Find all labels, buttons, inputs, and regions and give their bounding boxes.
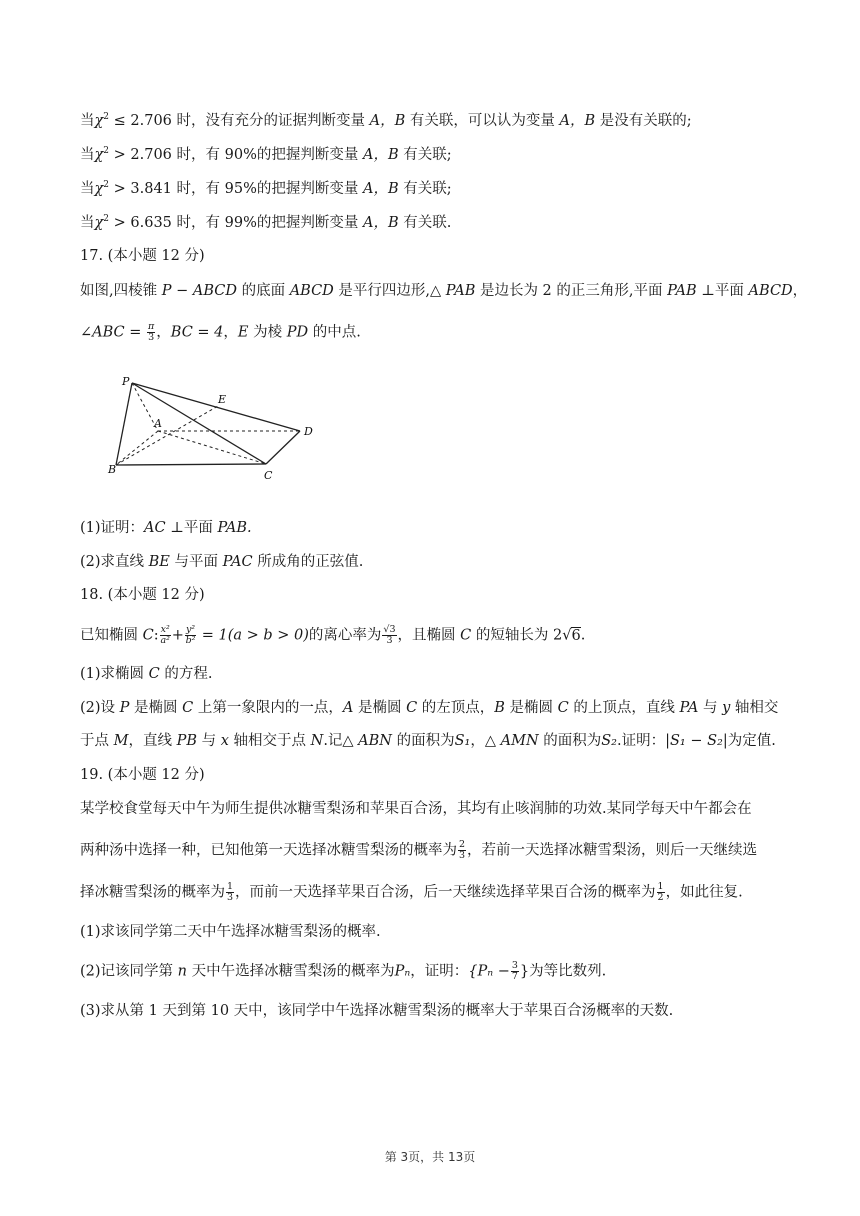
fraction-sqrt3-3: $\frac{√3}{3}$ <box>383 624 396 646</box>
text-line-1: 当$\chi^2 \le 2.706$ 时，没有充分的证据判断变量 A，B 有关联，可以认为变量 A，B 是没有关联的; <box>80 112 692 129</box>
fraction-2-3: $\frac{2}{3}$ <box>459 839 466 861</box>
page-footer: 第 3页，共 13页 <box>384 1150 476 1164</box>
edge-BE <box>116 406 218 465</box>
fraction-1-2: $\frac{1}{2}$ <box>657 881 664 903</box>
q19-part-3: (3)求从第 1 天到第 10 天中，该同学中午选择冰糖雪梨汤的概率大于苹果百合汤概率的天数. <box>80 1003 674 1019</box>
fraction-pi-3: $\frac{\pi}{3}$ <box>148 321 155 343</box>
q18-heading: 18. (本小题 12 分) <box>80 587 205 603</box>
label-D: D <box>304 425 313 438</box>
label-A: A <box>154 417 162 430</box>
q17-part-2: (2)求直线 BE 与平面 PAC 所成角的正弦值. <box>80 554 364 570</box>
text-line-4: 当$\chi^2 > 6.635$ 时，有 99%的把握判断变量 A，B 有关联. <box>80 214 452 231</box>
q17-part-1: (1)证明：AC ⊥平面 PAB. <box>80 520 252 536</box>
text-line-3: 当$\chi^2 > 3.841$ 时，有 95%的把握判断变量 A，B 有关联; <box>80 180 452 197</box>
edge-PC <box>132 383 266 464</box>
label-C: C <box>264 469 273 482</box>
label-P: P <box>122 375 130 388</box>
edge-PB <box>116 383 132 465</box>
edge-AC <box>158 431 266 464</box>
edge-BC <box>116 464 266 465</box>
q19-part-1: (1)求该同学第二天中午选择冰糖雪梨汤的概率. <box>80 924 381 940</box>
q18-part-1: (1)求椭圆 C 的方程. <box>80 666 213 682</box>
label-E: E <box>218 393 227 406</box>
q17-stem-line-2: ∠ABC = $\frac{\pi}{3}$ ，BC = 4，E 为棱 PD 的中点. <box>80 321 361 343</box>
pyramid-figure <box>104 345 324 485</box>
q18-part-2-line-2: 于点 M，直线 PB 与 x 轴相交于点 N.记△ ABN 的面积为S₁，△ AMN 的面积为S₂.证明：|S₁ − S₂|为定值. <box>80 733 776 749</box>
fraction-x2-a2: $\frac{\text{x²}}{\text{a²}}$ <box>160 624 170 646</box>
fraction-y2-b2: $\frac{\text{y²}}{\text{b²}}$ <box>185 624 196 646</box>
q19-stem-line-2: 两种汤中选择一种，已知他第一天选择冰糖雪梨汤的概率为 $\frac{2}{3}$ ，若前一天选择冰糖雪梨汤，则后一天继续选 <box>80 839 758 861</box>
q19-part-2: (2)记该同学第 n 天中午选择冰糖雪梨汤的概率为Pₙ，证明：{Pₙ − $\frac{3}{7}$ }为等比数列. <box>80 960 607 982</box>
q19-stem-line-1: 某学校食堂每天中午为师生提供冰糖雪梨汤和苹果百合汤，其均有止咳润肺的功效.某同学每天中午都会在 <box>80 801 752 817</box>
q19-heading: 19. (本小题 12 分) <box>80 767 205 783</box>
q18-stem: 已知椭圆 C: $\frac{\text{x²}}{\text{a²}}$ + $\frac{\text{y²}}{\text{b²}}$ = 1(a > b > 0)的离心率为 $\frac{√3}{3}$ ，且椭圆 C 的短轴长为 2√6. <box>80 624 586 646</box>
label-B: B <box>108 463 117 476</box>
text-line-2: 当$\chi^2 > 2.706$ 时，有 90%的把握判断变量 A，B 有关联; <box>80 146 452 163</box>
q17-stem-line-1: 如图,四棱锥 P − ABCD 的底面 ABCD 是平行四边形,△ PAB 是边长为 2 的正三角形,平面 PAB ⊥平面 ABCD， <box>80 283 808 299</box>
edge-CD <box>266 431 300 464</box>
fraction-3-7: $\frac{3}{7}$ <box>511 960 518 982</box>
fraction-1-3: $\frac{1}{3}$ <box>227 881 234 903</box>
q19-stem-line-3: 择冰糖雪梨汤的概率为 $\frac{1}{3}$ ，而前一天选择苹果百合汤，后一天继续选择苹果百合汤的概率为 $\frac{1}{2}$ ，如此往复. <box>80 881 743 903</box>
q17-heading: 17. (本小题 12 分) <box>80 248 205 264</box>
q18-part-2-line-1: (2)设 P 是椭圆 C 上第一象限内的一点，A 是椭圆 C 的左顶点，B 是椭圆 C 的上顶点，直线 PA 与 y 轴相交 <box>80 700 779 716</box>
